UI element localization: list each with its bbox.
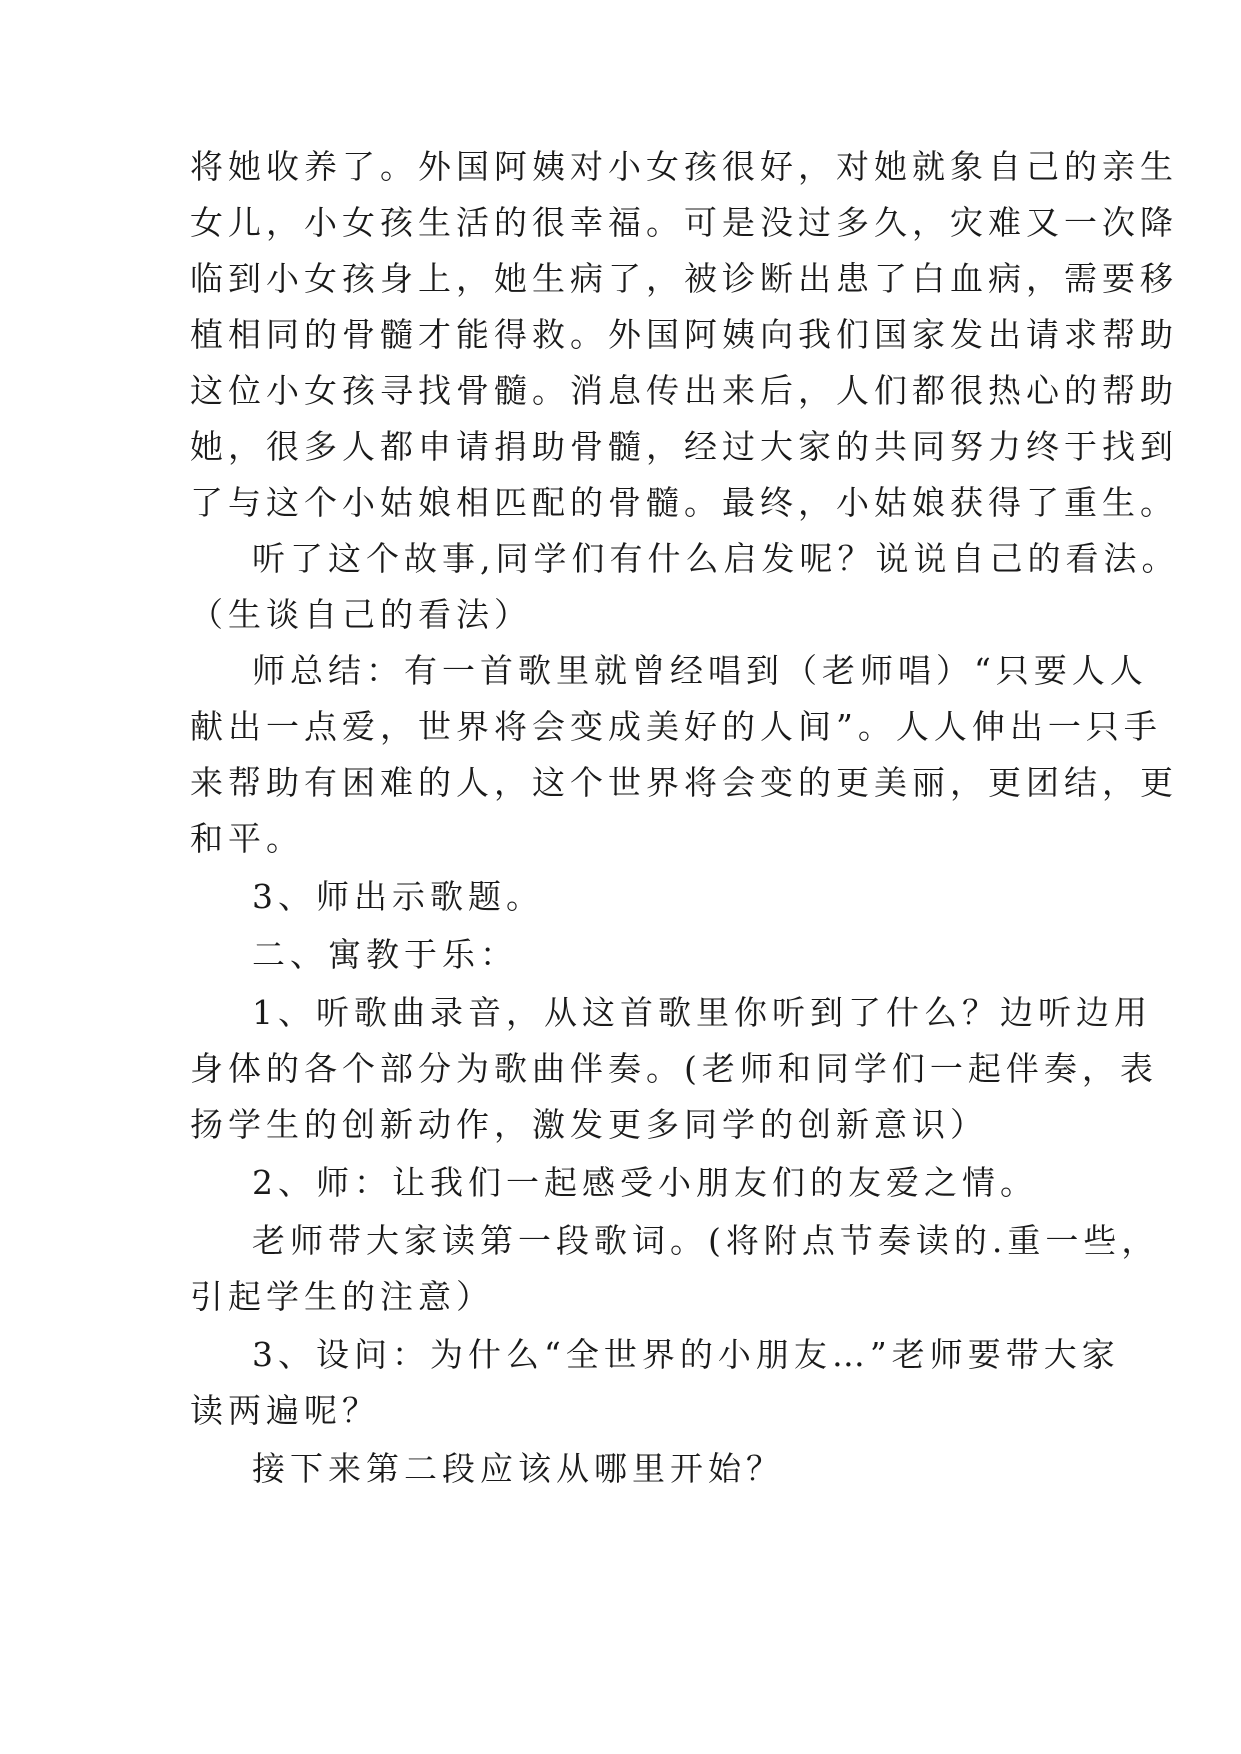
text-line: 3、设问：为什么“全世界的小朋友…”老师要带大家	[252, 1335, 1120, 1374]
text-line: （生谈自己的看法）	[190, 595, 532, 634]
text-line: 献出一点爱，世界将会变成美好的人间”。人人伸出一只手	[190, 707, 1162, 746]
text-line: 接下来第二段应该从哪里开始？	[252, 1449, 784, 1488]
text-line: 引起学生的注意）	[190, 1277, 494, 1316]
text-line: 二、寓教于乐：	[252, 935, 518, 974]
text-line: 和平。	[190, 819, 304, 858]
text-line: 3、师出示歌题。	[252, 877, 544, 916]
text-line: 老师带大家读第一段歌词。(将附点节奏读的.重一些，	[252, 1221, 1160, 1260]
text-line: 1、听歌曲录音，从这首歌里你听到了什么？边听边用	[252, 993, 1152, 1032]
text-line: 读两遍呢？	[190, 1391, 380, 1430]
text-line: 身体的各个部分为歌曲伴奏。(老师和同学们一起伴奏，表	[190, 1049, 1158, 1088]
text-line: 临到小女孩身上，她生病了，被诊断出患了白血病，需要移	[190, 259, 1178, 298]
text-line: 植相同的骨髓才能得救。外国阿姨向我们国家发出请求帮助	[190, 315, 1178, 354]
text-line: 了与这个小姑娘相匹配的骨髓。最终，小姑娘获得了重生。	[190, 483, 1178, 522]
text-line: 将她收养了。外国阿姨对小女孩很好，对她就象自己的亲生	[190, 147, 1178, 186]
text-line: 扬学生的创新动作，激发更多同学的创新意识）	[190, 1105, 988, 1144]
text-line: 女儿，小女孩生活的很幸福。可是没过多久，灾难又一次降	[190, 203, 1178, 242]
text-line: 这位小女孩寻找骨髓。消息传出来后，人们都很热心的帮助	[190, 371, 1178, 410]
text-line: 来帮助有困难的人，这个世界将会变的更美丽，更团结，更	[190, 763, 1178, 802]
text-line: 师总结：有一首歌里就曾经唱到（老师唱）“只要人人	[252, 651, 1148, 690]
text-line: 她，很多人都申请捐助骨髓，经过大家的共同努力终于找到	[190, 427, 1178, 466]
text-line: 2、师：让我们一起感受小朋友们的友爱之情。	[252, 1163, 1038, 1202]
text-line: 听了这个故事,同学们有什么启发呢？说说自己的看法。	[252, 539, 1180, 578]
